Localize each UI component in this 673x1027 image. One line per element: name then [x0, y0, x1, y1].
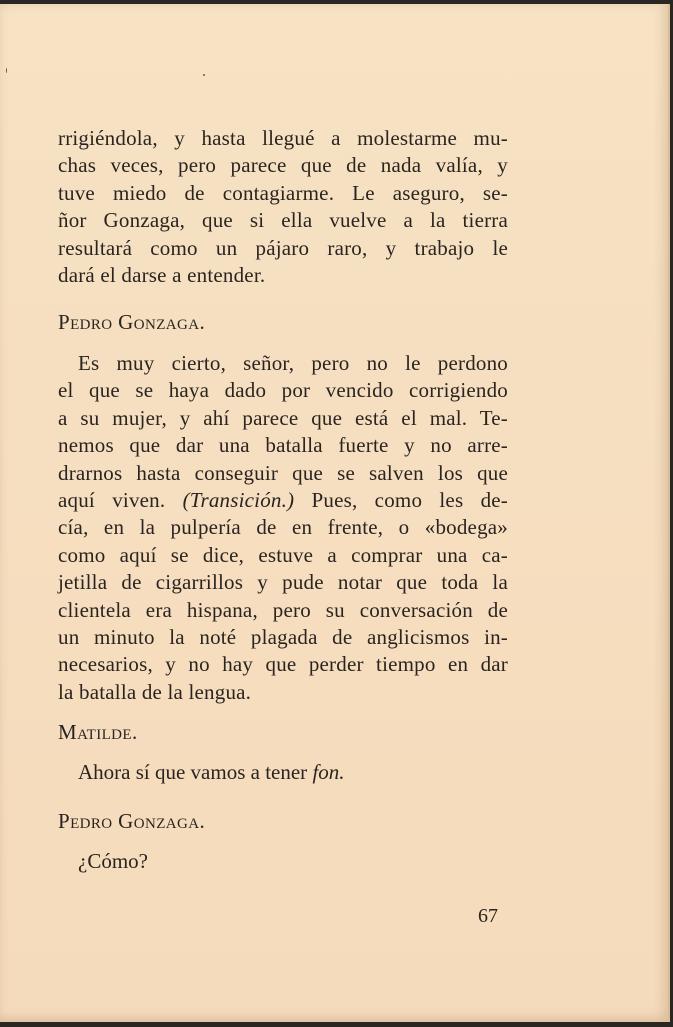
dialogue-paragraph: [58, 350, 508, 706]
italic-word: fon.: [312, 760, 345, 784]
text-line: un minuto la noté plagada de anglicismos in-: [58, 625, 508, 650]
text-line: tuve miedo de contagiarme. Le aseguro, se-: [58, 180, 508, 205]
speaker-name: Pedro Gonzaga.: [58, 809, 206, 833]
text-fragment: Pues, como les de-: [294, 488, 508, 513]
page-number: 67: [478, 905, 498, 927]
text-line: nemos que dar una batalla fuerte y no arre-: [58, 433, 508, 458]
text-line: rrigiéndola, y hasta llegué a molestarme mu-: [58, 126, 508, 150]
text-line: clientela era hispana, pero su conversación de: [58, 597, 508, 622]
paper-speck: [6, 68, 7, 73]
text-line: resultará como un pájaro raro, y trabajo le: [58, 235, 508, 260]
text-line: Es muy cierto, señor, pero no le perdono: [78, 351, 508, 375]
text-line: como aquí se dice, estuve a comprar una ca-: [58, 542, 508, 567]
text-line: ñor Gonzaga, que si ella vuelve a la tierra: [58, 208, 508, 233]
text-line: dará el darse a entender.: [58, 263, 266, 288]
text-fragment: aquí viven.: [58, 488, 183, 513]
text-line: la batalla de la lengua.: [58, 679, 252, 704]
dialogue-line: ¿Cómo?: [78, 849, 148, 873]
text-line: chas veces, pero parece que de nada valía, y: [58, 153, 508, 178]
text-line: cía, en la pulpería de en frente, o «bodega»: [58, 515, 508, 540]
text-fragment: Ahora sí que vamos a tener: [78, 760, 313, 784]
text-line: jetilla de cigarrillos y pude notar que toda la: [58, 570, 508, 595]
text-line: a su mujer, y ahí parece que está el mal. Te-: [58, 405, 508, 430]
book-page: [0, 4, 670, 1022]
speaker-name: Matilde.: [58, 720, 138, 744]
stage-direction: (Transición.): [182, 488, 295, 513]
text-line: el que se haya dado por vencido corrigiendo: [58, 378, 508, 403]
dialogue-line: [78, 760, 345, 785]
text-line: necesarios, y no hay que perder tiempo en dar: [58, 652, 508, 677]
text-line: drarnos hasta conseguir que se salven los que: [58, 460, 508, 485]
text-line-with-stage-direction: [58, 487, 508, 514]
paper-speck: [203, 74, 205, 76]
speaker-name: Pedro Gonzaga.: [58, 310, 206, 334]
paragraph-continued: [58, 125, 508, 289]
